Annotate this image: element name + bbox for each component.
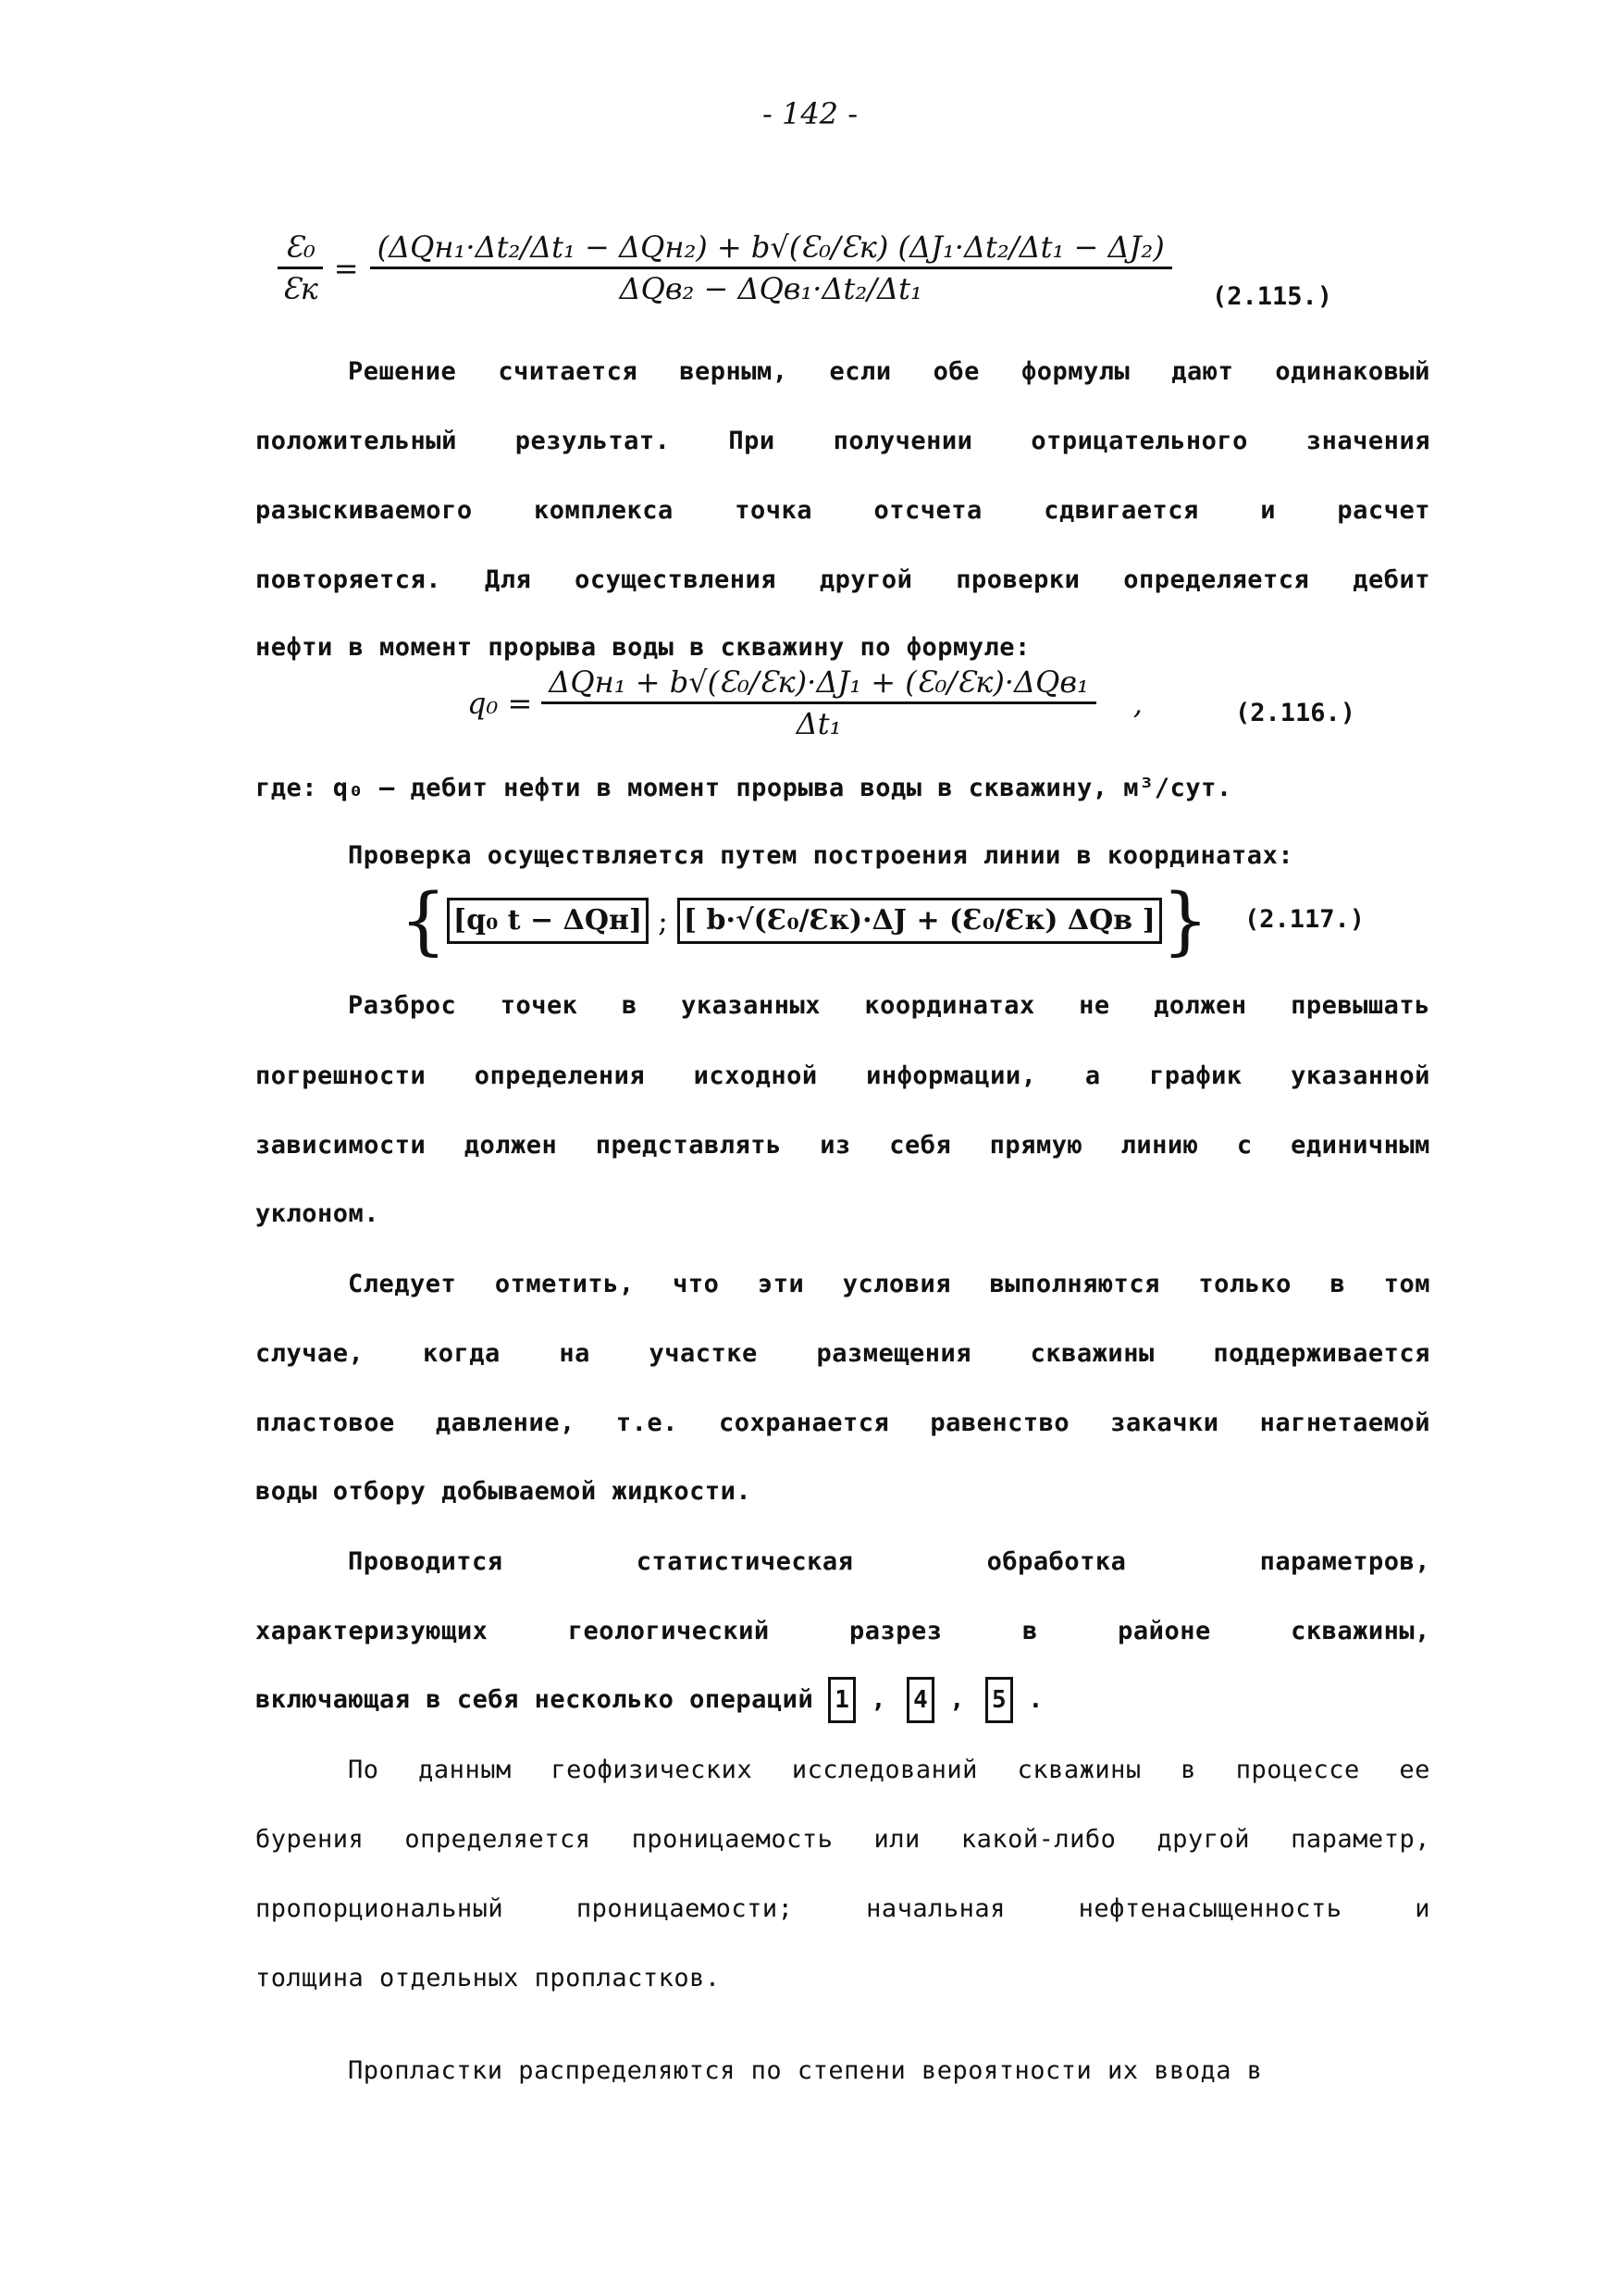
check-intro-text: Проверка осуществляется путем построения линии в координатах: [348, 841, 1294, 870]
word: указанных [681, 991, 821, 1020]
word: данным [418, 1756, 512, 1784]
word: давление, [435, 1409, 575, 1437]
word: геологический [567, 1617, 770, 1645]
word: параметр, [1291, 1825, 1430, 1854]
word: указанной [1291, 1061, 1430, 1090]
word: статистическая [636, 1547, 854, 1576]
word: характеризующих [255, 1617, 488, 1645]
word: и [1260, 496, 1276, 525]
word: комплекса [534, 496, 674, 525]
word: бурения [255, 1825, 365, 1854]
p5-line-1 [348, 1752, 1430, 1789]
eq117-label: (2.117.) [1244, 905, 1366, 934]
word: представлять [595, 1131, 782, 1160]
p1-line-1 [348, 354, 1430, 391]
p5-line-4 [255, 1960, 1430, 1997]
word: процессе [1235, 1756, 1360, 1784]
eq117-right-bracket: [ b·√(Ɛ₀/Ɛк)·ΔJ + (Ɛ₀/Ɛк) ΔQв ] [677, 898, 1162, 944]
p1-line-3 [255, 492, 1430, 529]
eq115-label: (2.115.) [1212, 282, 1333, 311]
ref-bracket-4: 4 [907, 1677, 934, 1723]
word: а [1084, 1061, 1101, 1090]
word: другой [1156, 1825, 1251, 1854]
word: отметить, [494, 1270, 635, 1298]
word: одинаковый [1275, 357, 1430, 386]
word: результат. [514, 427, 671, 455]
word: точка [735, 496, 813, 525]
word: в [1021, 1617, 1038, 1645]
word: только [1198, 1270, 1292, 1298]
word: Следует [348, 1270, 457, 1298]
eq115-lhs-denominator: Ɛк [281, 271, 318, 306]
word: Для [484, 565, 532, 594]
where-line [255, 770, 1430, 807]
p3-line-2 [255, 1335, 1430, 1372]
word: должен [464, 1131, 558, 1160]
p2-line-3 [255, 1127, 1430, 1164]
word: себя [889, 1131, 952, 1160]
word: пропорциональный [255, 1894, 504, 1923]
word: сдвигается [1044, 496, 1199, 525]
word: линию [1120, 1131, 1199, 1160]
word: нефти в момент прорыва воды в скважину по формуле: [255, 633, 1031, 662]
word: зависимости [255, 1131, 427, 1160]
word: разрез [849, 1617, 943, 1645]
word: скважины, [1291, 1617, 1430, 1645]
p5-line-2 [255, 1821, 1430, 1858]
word: в [621, 991, 637, 1020]
word: условия [842, 1270, 952, 1298]
word: превышать [1291, 991, 1430, 1020]
word: пластовое [255, 1409, 395, 1437]
eq117-separator: ; [658, 903, 668, 938]
ref-bracket-1: 1 [828, 1677, 856, 1723]
word: на [559, 1339, 590, 1368]
p4-line-1 [348, 1544, 1430, 1581]
word: нефтенасыщенность [1078, 1894, 1342, 1923]
word: эти [757, 1270, 805, 1298]
word: координатах [864, 991, 1035, 1020]
word: единичным [1291, 1131, 1430, 1160]
word: получении [833, 427, 973, 455]
word: ее [1399, 1756, 1430, 1784]
word: равенство [930, 1409, 1070, 1437]
eq116-label: (2.116.) [1235, 699, 1356, 727]
eq115-numerator: (ΔQн₁·Δt₂/Δt₁ − ΔQн₂) + b√(Ɛ₀/Ɛк) (ΔJ₁·Δt₂/Δt₁ − ΔJ₂) [370, 230, 1172, 269]
word: геофизических [550, 1756, 753, 1784]
word: формулы [1020, 357, 1131, 386]
word: погрешности [255, 1061, 427, 1090]
p1-line-4 [255, 562, 1430, 599]
check-intro [348, 838, 1430, 875]
p3-line-1 [348, 1266, 1430, 1303]
word: дают [1171, 357, 1234, 386]
equation-2-115 [278, 230, 1172, 306]
word: поддерживается [1213, 1339, 1430, 1368]
word: уклоном. [255, 1199, 380, 1228]
p1-line-2 [255, 423, 1430, 460]
eq115-lhs [278, 230, 323, 306]
word: нагнетаемой [1259, 1409, 1430, 1437]
word: разыскиваемого [255, 496, 473, 525]
p2-line-1 [348, 987, 1430, 1024]
word: толщина отдельных пропластков. [255, 1964, 721, 1992]
word: в [1181, 1756, 1197, 1784]
word: скважины [1017, 1756, 1142, 1784]
word: закачки [1110, 1409, 1219, 1437]
word: районе [1118, 1617, 1211, 1645]
p1-line-5 [255, 629, 1430, 666]
word: обработка [986, 1547, 1127, 1576]
word: параметров, [1259, 1547, 1430, 1576]
word: положительный [255, 427, 457, 455]
word: воды отбору добываемой жидкости. [255, 1477, 752, 1506]
equation-2-116 [467, 664, 1143, 741]
word: с [1236, 1131, 1253, 1160]
eq116-numerator: ΔQн₁ + b√(Ɛ₀/Ɛк)·ΔJ₁ + (Ɛ₀/Ɛк)·ΔQв₁ [541, 664, 1095, 704]
word: Разброс [348, 991, 457, 1020]
eq116-denominator: Δt₁ [796, 706, 842, 741]
p4-line-2 [255, 1613, 1430, 1650]
word: расчет [1337, 496, 1430, 525]
word: считается [498, 357, 638, 386]
eq116-comma: , [1132, 685, 1143, 721]
word: том [1383, 1270, 1430, 1298]
p5-line-3 [255, 1891, 1430, 1928]
word: проницаемость [631, 1825, 834, 1854]
word: отсчета [873, 496, 983, 525]
eq116-rhs [541, 664, 1095, 741]
word: скважины [1030, 1339, 1155, 1368]
eq117-right-brace: } [1161, 877, 1209, 963]
word: При [728, 427, 775, 455]
p4-last-text: включающая в себя несколько операций [255, 1685, 814, 1714]
word: не [1079, 991, 1110, 1020]
word: размещения [816, 1339, 972, 1368]
p3-line-3 [255, 1405, 1430, 1442]
ref-bracket-5: 5 [985, 1677, 1013, 1723]
word: верным, [679, 357, 788, 386]
word: исходной [693, 1061, 818, 1090]
word: и [1415, 1894, 1430, 1923]
eq117-left-brace: { [400, 877, 447, 963]
word: По [348, 1756, 379, 1784]
eq117-left-bracket: [q₀ t − ΔQн] [447, 898, 649, 944]
word: случае, [255, 1339, 365, 1368]
word: когда [422, 1339, 501, 1368]
eq115-rhs [370, 230, 1172, 306]
word: из [820, 1131, 851, 1160]
word: определяется [404, 1825, 591, 1854]
eq115-denominator: ΔQв₂ − ΔQв₁·Δt₂/Δt₁ [619, 271, 922, 306]
word: определяется [1123, 565, 1310, 594]
word: дебит [1353, 565, 1430, 594]
eq115-lhs-numerator: Ɛ₀ [278, 230, 323, 269]
where-text: где: q₀ – дебит нефти в момент прорыва воды в скважину, м³/сут. [255, 774, 1232, 802]
word: т.е. [615, 1409, 678, 1437]
p3-line-4 [255, 1473, 1430, 1510]
word: осуществления [575, 565, 776, 594]
word: прямую [989, 1131, 1083, 1160]
page-number: - 142 - [761, 96, 859, 131]
word: проверки [956, 565, 1081, 594]
eq115-equals: = [333, 250, 359, 286]
p2-line-4 [255, 1196, 1430, 1233]
word: обе [933, 357, 980, 386]
word: если [829, 357, 892, 386]
word: отрицательного [1031, 427, 1248, 455]
word: значения [1305, 427, 1430, 455]
word: должен [1154, 991, 1247, 1020]
word: Решение [348, 357, 457, 386]
word: график [1149, 1061, 1243, 1090]
eq116-lhs: q₀ = [467, 685, 533, 721]
p6-line-1 [348, 2053, 1430, 2090]
word: какой-либо [960, 1825, 1117, 1854]
p4-line-3: включающая в себя несколько операций 1 , 4 , 5 . [255, 1677, 1430, 1723]
word: повторяется. [255, 565, 442, 594]
word: другой [819, 565, 913, 594]
word: точек [500, 991, 578, 1020]
word: сохранается [718, 1409, 890, 1437]
word: начальная [866, 1894, 1006, 1923]
word: информации, [866, 1061, 1037, 1090]
equation-2-117 [400, 877, 1209, 963]
word: проницаемости; [575, 1894, 794, 1923]
word: определения [474, 1061, 646, 1090]
word: выполняются [989, 1270, 1160, 1298]
word: или [873, 1825, 921, 1854]
p6-text: Пропластки распределяются по степени вероятности их ввода в [348, 2056, 1263, 2085]
word: в [1329, 1270, 1346, 1298]
word: Проводится [348, 1547, 503, 1576]
word: что [673, 1270, 720, 1298]
word: исследований [791, 1756, 978, 1784]
word: участке [649, 1339, 758, 1368]
p2-line-2 [255, 1058, 1430, 1095]
